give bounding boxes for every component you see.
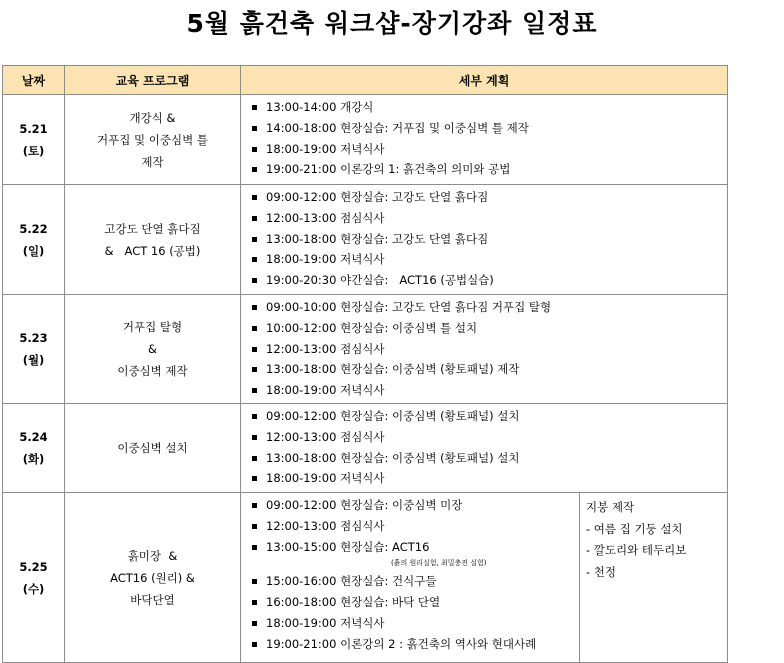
plan-cell bbox=[241, 185, 728, 295]
plan-cell bbox=[241, 295, 728, 404]
plan-item: 13:00-18:00 현장실습: 이중심벽 (황토패널) 제작 bbox=[251, 359, 727, 380]
date-cell: 5.21 (토) bbox=[3, 95, 65, 185]
plan-item: 12:00-13:00 점심식사 bbox=[251, 208, 727, 229]
program-cell: 개강식 & 거푸집 및 이중심벽 틀 제작 bbox=[65, 95, 241, 185]
plan-item: 16:00-18:00 현장실습: 바닥 단열 bbox=[251, 592, 579, 613]
plan-item: 12:00-13:00 점심식사 bbox=[251, 427, 727, 448]
program-cell: 고강도 단열 흙다짐 & ACT 16 (공법) bbox=[65, 185, 241, 295]
plan-item: 18:00-19:00 저녁식사 bbox=[251, 380, 727, 401]
table-row bbox=[3, 295, 728, 404]
side-note-cell bbox=[580, 493, 728, 663]
table-row bbox=[3, 185, 728, 295]
plan-item: 12:00-13:00 점심식사 bbox=[251, 339, 727, 360]
header-date: 날짜 bbox=[3, 66, 65, 95]
table-row bbox=[3, 95, 728, 185]
plan-item: 18:00-19:00 저녁식사 bbox=[251, 468, 727, 489]
plan-item: 10:00-12:00 현장실습: 이중심벽 틀 설치 bbox=[251, 318, 727, 339]
plan-item: 13:00-14:00 개강식 bbox=[251, 97, 727, 118]
date-cell: 5.25 (수) bbox=[3, 493, 65, 663]
plan-note: (흙의 원리실험, 최밀충전 실험) bbox=[391, 559, 487, 568]
plan-item: 13:00-15:00 현장실습: ACT16 bbox=[251, 537, 579, 558]
program-cell: 거푸집 탈형 & 이중심벽 제작 bbox=[65, 295, 241, 404]
plan-cell bbox=[241, 404, 728, 493]
header-plan: 세부 계획 bbox=[241, 66, 728, 95]
plan-item: 14:00-18:00 현장실습: 거푸집 및 이중심벽 틀 제작 bbox=[251, 118, 727, 139]
plan-item: 18:00-19:00 저녁식사 bbox=[251, 613, 579, 634]
plan-item: 19:00-20:30 야간실습: ACT16 (공법실습) bbox=[251, 270, 727, 291]
table-row bbox=[3, 493, 728, 663]
plan-item: 15:00-16:00 현장실습: 건식구들 bbox=[251, 571, 579, 592]
schedule-table bbox=[2, 65, 728, 663]
side-note-title: 지붕 제작 bbox=[586, 500, 635, 514]
plan-item: 09:00-12:00 현장실습: 이중심벽 (황토패널) 설치 bbox=[251, 406, 727, 427]
plan-item: 09:00-10:00 현장실습: 고강도 단열 흙다짐 거푸집 탈형 bbox=[251, 297, 727, 318]
date-cell: 5.22 (일) bbox=[3, 185, 65, 295]
plan-item: 13:00-18:00 현장실습: 이중심벽 (황토패널) 설치 bbox=[251, 448, 727, 469]
side-note-item: - 여름 집 기둥 설치 bbox=[586, 521, 683, 536]
plan-cell bbox=[241, 95, 728, 185]
header-program: 교육 프로그램 bbox=[65, 66, 241, 95]
header-row bbox=[3, 66, 728, 95]
plan-item: 12:00-13:00 점심식사 bbox=[251, 516, 579, 537]
page-title: 5월 흙건축 워크샵-장기강좌 일정표 bbox=[186, 9, 598, 38]
plan-item: 19:00-21:00 이론강의 2 : 흙건축의 역사와 현대사례 bbox=[251, 634, 579, 655]
plan-item: 19:00-21:00 이론강의 1: 흙건축의 의미와 공법 bbox=[251, 159, 727, 180]
plan-item: 09:00-12:00 현장실습: 이중심벽 미장 bbox=[251, 495, 579, 516]
date-cell: 5.24 (화) bbox=[3, 404, 65, 493]
plan-item: 18:00-19:00 저녁식사 bbox=[251, 139, 727, 160]
date-cell: 5.23 (월) bbox=[3, 295, 65, 404]
plan-item: 18:00-19:00 저녁식사 bbox=[251, 249, 727, 270]
table-row bbox=[3, 404, 728, 493]
program-cell: 흙미장 & ACT16 (원리) & 바닥단열 bbox=[65, 493, 241, 663]
plan-item: 09:00-12:00 현장실습: 고강도 단열 흙다짐 bbox=[251, 187, 727, 208]
side-note-item: - 천정 bbox=[586, 564, 617, 579]
plan-cell bbox=[241, 493, 580, 663]
side-note-item: - 깔도리와 테두리보 bbox=[586, 543, 687, 557]
plan-item: 13:00-18:00 현장실습: 고강도 단열 흙다짐 bbox=[251, 229, 727, 250]
program-cell: 이중심벽 설치 bbox=[65, 404, 241, 493]
